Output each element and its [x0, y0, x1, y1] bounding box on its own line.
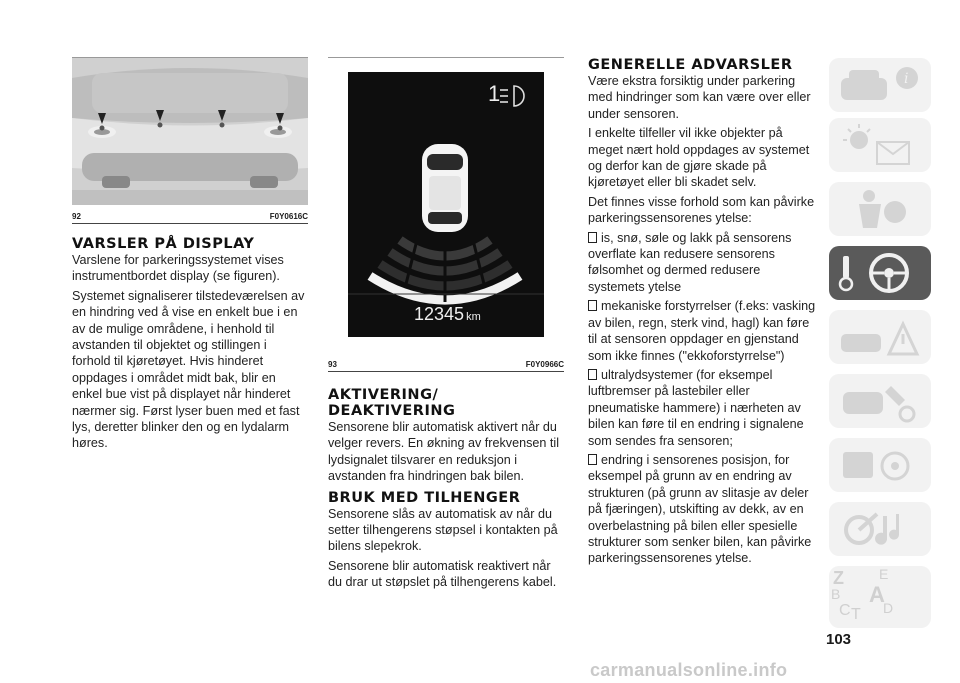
tab-lights-messages[interactable]: [829, 118, 931, 172]
paragraph: Det finnes visse forhold som kan påvirke parkeringssensorenes ytelse:: [588, 194, 815, 226]
tab-starting-driving[interactable]: [829, 246, 931, 300]
caption-rule: [72, 223, 308, 224]
steering-wheel-key-icon: [829, 246, 931, 300]
figure-number: 93: [328, 360, 337, 369]
figure-92-caption: [72, 212, 308, 221]
figure-92-rear-bumper: [72, 58, 308, 205]
seatbelt-airbag-icon: [829, 182, 931, 236]
index-letter: A: [869, 582, 885, 607]
index-letter: E: [879, 566, 889, 582]
page-number: 103: [826, 631, 852, 648]
technical-data-icon: [829, 438, 931, 492]
bullet-item: mekaniske forstyrrelser (f.eks: vasking av bilen, regn, sterk vind, hagl) kan føre til at sensoren oppdager en gjenstand som ikke finnes ("ekkoforstyrrelse"): [588, 299, 816, 363]
heading-aktivering-line2: DEAKTIVERING: [328, 403, 456, 419]
multimedia-icon: [829, 502, 931, 556]
paragraph: Sensorene blir automatisk reaktivert når du drar ut støpslet på tilhengerens kabel.: [328, 558, 557, 590]
bullet-icon: [588, 454, 597, 465]
paragraph: I enkelte tilfeller vil ikke objekter på meget nært hold oppdages av systemet og derfor kan de gjøre skade på kjøretøyet eller bli skadet selv.: [588, 126, 810, 190]
tab-maintenance[interactable]: [829, 374, 931, 428]
tab-car-info[interactable]: [829, 58, 931, 112]
odometer-number: 12345: [414, 304, 465, 324]
bullet-item: is, snø, søle og lakk på sensorens overflate kan redusere sensorens følsomhet og dermed redusere systemets ytelse: [588, 230, 792, 294]
index-letter: Z: [833, 568, 844, 588]
breakdown-warning-icon: [829, 310, 931, 364]
odometer-value: [414, 304, 481, 327]
index-letter: D: [883, 600, 894, 616]
figure-93-instrument-display: [348, 72, 544, 337]
figure-93-caption: [328, 360, 564, 369]
tab-safety[interactable]: [829, 182, 931, 236]
index-letter: T: [851, 606, 861, 623]
figure-number: 92: [72, 212, 81, 221]
tab-multimedia[interactable]: [829, 502, 931, 556]
odometer-unit: km: [466, 311, 481, 323]
watermark: carmanualsonline.info: [590, 660, 788, 680]
heading-aktivering-line1: AKTIVERING/: [328, 387, 439, 403]
car-info-icon: [829, 58, 931, 112]
tab-emergency[interactable]: [829, 310, 931, 364]
warning-lights-icon: [829, 118, 931, 172]
car-top-view-icon: [422, 144, 468, 232]
top-rule: [328, 57, 564, 58]
svg-text:i: i: [904, 71, 909, 87]
bullet-icon: [588, 232, 597, 243]
tab-index[interactable]: [829, 566, 931, 628]
bullet-icon: [588, 300, 597, 311]
paragraph: Sensorene blir automatisk aktivert når du velger revers. En økning av frekvensen til lydsignalet tilsvarer en reduksjon i avstanden fra hindringen bak bilen.: [328, 420, 559, 484]
maintenance-icon: [829, 374, 931, 428]
tab-technical-data[interactable]: [829, 438, 931, 492]
parking-display-illustration: [348, 72, 544, 337]
gear-indicator: 1: [488, 81, 501, 106]
bullet-item: endring i sensorenes posisjon, for eksempel på grunn av en endring av strukturen (på grunn av slitasje av deler på fjæringen), utskifting av dekk, av en overbelastning på bilen eller spesielle strukturer som senker bilen, kan påvirke parkeringssensorenes ytelse.: [588, 452, 812, 566]
rear-bumper-sensors-illustration: [72, 58, 308, 205]
caption-rule: [328, 371, 564, 372]
index-letter: C: [839, 602, 851, 619]
paragraph: Systemet signaliserer tilstedeværelsen av en hindring ved å vise en enkelt bue i en av de mulige områdene, i henhold til avstanden til objektet og stillingen i forhold til kjøretøyet. Hvis hinderet oppdages i området midt bak, blir en enkel bue vist på displayet når hinderet nærmer sig. Først lyser buen med et fast lys, deretter blinker den og en lydalarm høres.: [72, 288, 305, 451]
figure-code: F0Y0616C: [269, 212, 308, 221]
figure-code: F0Y0966C: [525, 360, 564, 369]
bullet-item: ultralydsystemer (for eksempel luftbremser på lastebiler eller pneumatiske hammere) i nærheten av bilen kan føre til en endring i signalene som sendes fra sensoren;: [588, 367, 804, 448]
heading-generelle-advarsler: GENERELLE ADVARSLER: [588, 57, 793, 73]
heading-varsler-pa-display: VARSLER PÅ DISPLAY: [72, 236, 255, 252]
paragraph: Være ekstra forsiktig under parkering med hindringer som kan være over eller under sensoren.: [588, 74, 811, 121]
paragraph: Sensorene slås av automatisk av når du setter tilhengerens støpsel i kontakten på bilens slepekrok.: [328, 506, 558, 554]
paragraph: Varslene for parkeringssystemet vises instrumentbordet display (se figuren).: [72, 253, 284, 284]
heading-bruk-med-tilhenger: BRUK MED TILHENGER: [328, 489, 521, 506]
bullet-icon: [588, 369, 597, 380]
index-letter: B: [831, 586, 841, 602]
